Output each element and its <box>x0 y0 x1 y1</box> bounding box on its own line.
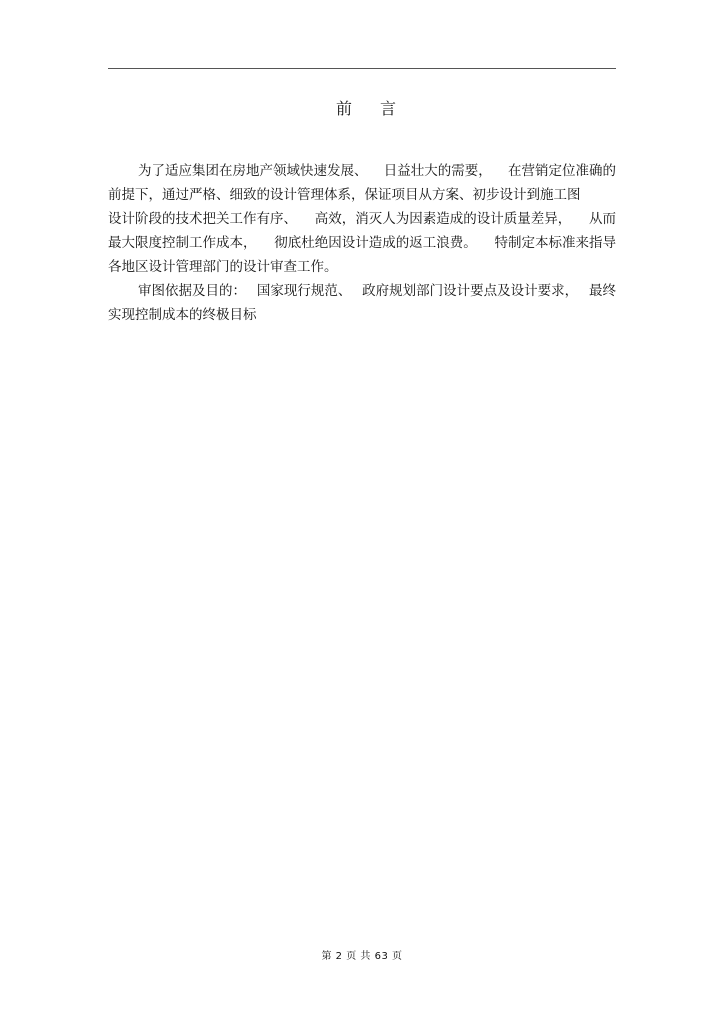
paragraph-2-line-2 <box>108 303 616 327</box>
text-segment: 从而 <box>589 211 616 227</box>
text-segment: 高效，消灭人为因素造成的设计质量差异， <box>314 211 572 227</box>
text-segment: 实现控制成本的终极目标 <box>108 307 257 323</box>
text-segment: 最终 <box>588 283 616 299</box>
text-segment: 在营销定位准确的 <box>508 163 616 179</box>
paragraph-1-line-4 <box>108 231 616 255</box>
text-segment: 前提下，通过严格、细致的设计管理体系，保证项目从方案、初步设计到施工图 <box>108 187 581 203</box>
text-segment: 国家现行规范、 <box>256 283 352 299</box>
paragraph-1-line-1 <box>108 159 616 183</box>
page-title: 前言 <box>335 99 424 118</box>
paragraph-2-line-1 <box>108 279 616 303</box>
text-segment: 设计阶段的技术把关工作有序、 <box>108 211 297 227</box>
page-number-footer: 第 2 页 共 63 页 <box>321 951 403 962</box>
header-rule <box>108 68 616 69</box>
text-segment: 为了适应集团在房地产领域快速发展、 <box>138 163 368 179</box>
text-segment: 日益壮大的需要， <box>383 163 492 179</box>
paragraph-1-line-5 <box>108 255 616 279</box>
text-segment: 各地区设计管理部门的设计审查工作。 <box>108 259 338 275</box>
text-segment: 彻底杜绝因设计造成的返工浪费。 <box>274 235 477 251</box>
body-text <box>108 159 616 327</box>
paragraph-1-line-2 <box>108 183 616 207</box>
text-segment: 政府规划部门设计要点及设计要求， <box>362 283 579 299</box>
text-segment: 审图依据及目的： <box>138 283 246 299</box>
text-segment: 最大限度控制工作成本， <box>108 235 257 251</box>
text-segment: 特制定本标准来指导 <box>494 235 616 251</box>
paragraph-1-line-3 <box>108 207 616 231</box>
